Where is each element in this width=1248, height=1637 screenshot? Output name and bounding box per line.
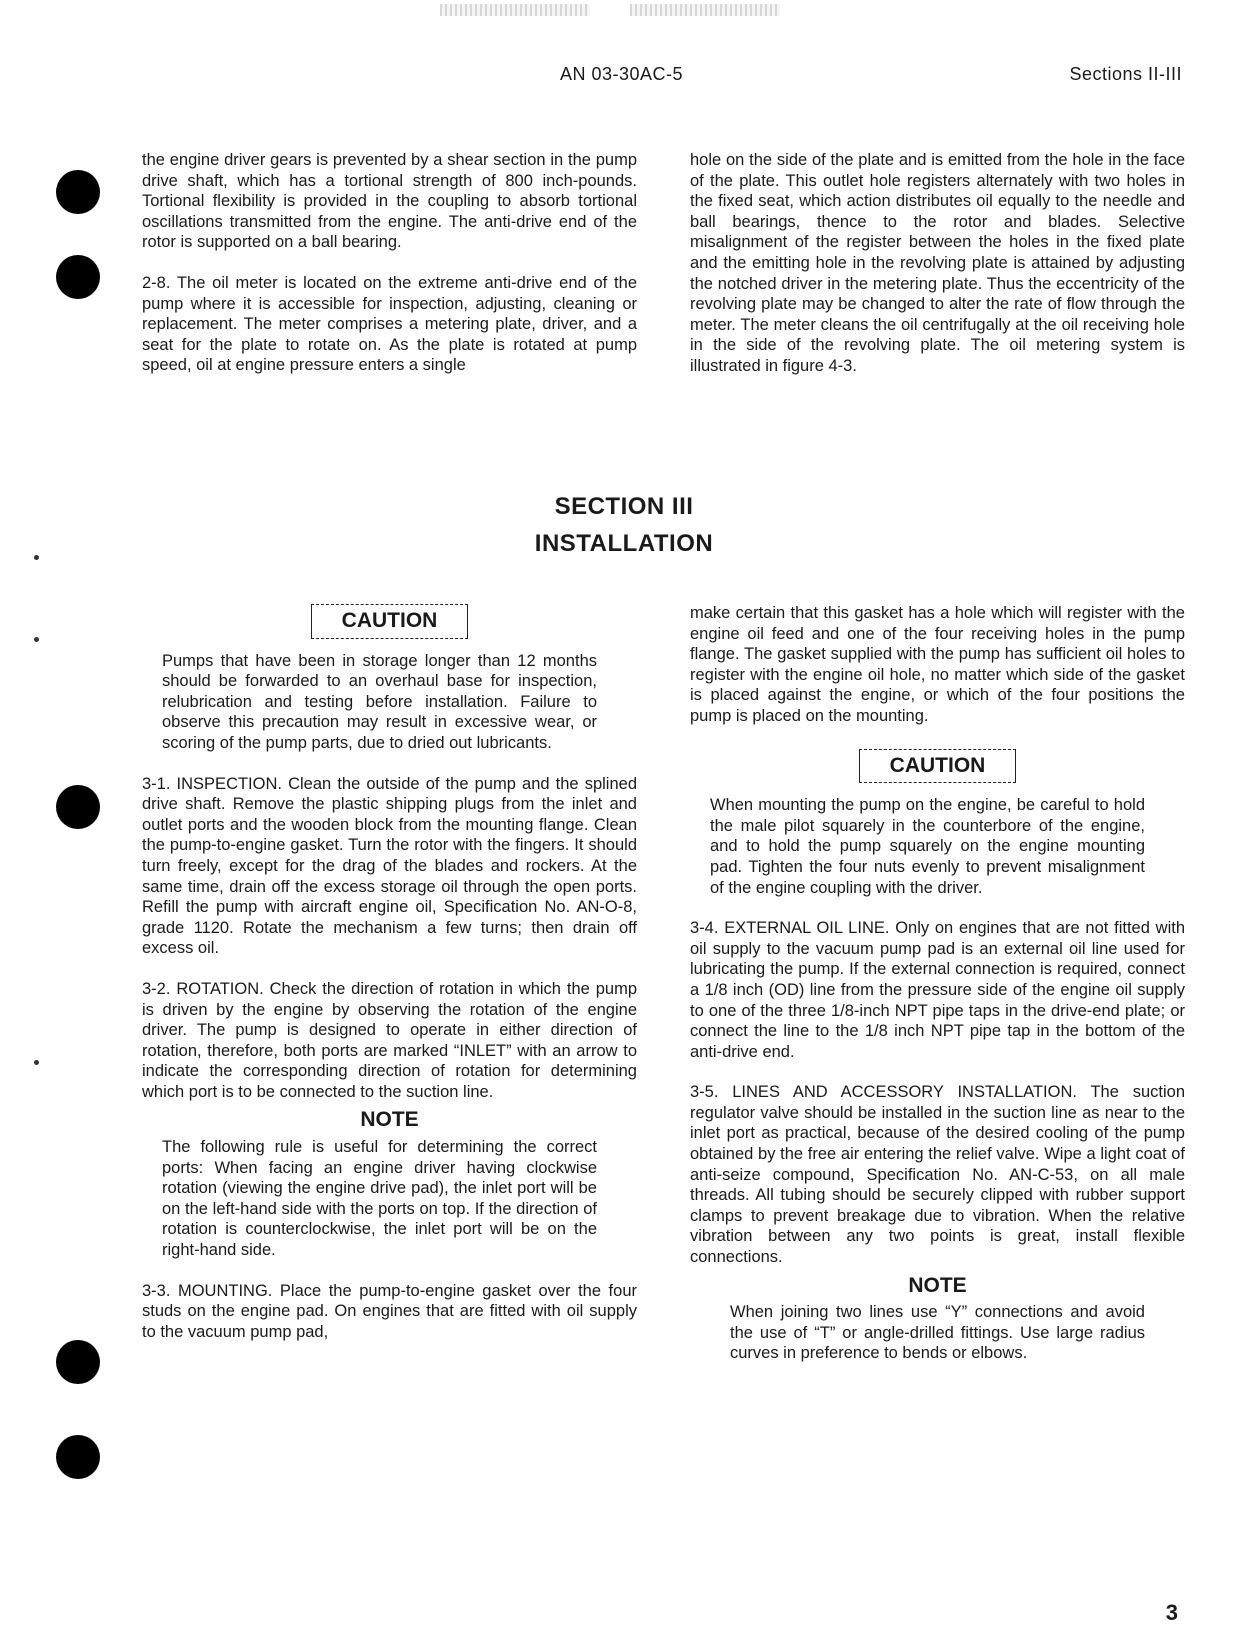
caution-label: CAUTION — [311, 604, 469, 639]
note-label: NOTE — [360, 1108, 419, 1132]
scan-artifact — [440, 4, 590, 16]
note-label: NOTE — [908, 1273, 967, 1297]
scan-speck — [34, 637, 39, 642]
scan-speck — [34, 1060, 39, 1065]
section2-right-column — [690, 150, 1185, 377]
paragraph-3-3: 3-3. MOUNTING. Place the pump-to-engine gasket over the four studs on the engine pad. On engines that are fitted with oil supply to the vacuum pump pad, — [142, 1281, 637, 1341]
paragraph-2-8: 2-8. The oil meter is located on the extreme anti-drive end of the pump where it is accessible for inspection, adjusting, cleaning or replacement. The meter comprises a metering plate, driver, and a seat for the plate to rotate on. As the plate is rotated at pump speed, oil at engine pressure enters a single — [142, 273, 637, 375]
note-text: The following rule is useful for determining the correct ports: When facing an engine driver having clockwise rotation (viewing the engine drive pad), the inlet port will be on the left-hand side with the ports on top. If the direction of rotation is counterclockwise, the inlet port will be on the right-hand side. — [162, 1138, 597, 1260]
page-number: 3 — [1165, 1600, 1178, 1625]
paragraph-continuation: the engine driver gears is prevented by a shear section in the pump drive shaft, which has a tortional strength of 800 inch-pounds. Tortional flexibility is provided in the coupling to absorb tortional oscillations transmitted from the engine. The anti-drive end of the rotor is supported on a ball bearing. — [142, 151, 637, 252]
paragraph-2-8-continuation: hole on the side of the plate and is emitted from the hole in the face of the plate. This outlet hole registers alternately with two holes in the fixed seat, which action distributes oil equally to the needle and ball bearings, thence to the rotor and blades. Selective misalignment of the register between the holes in the fixed plate and the emitting hole in the revolving plate is attained by adjusting the notched driver in the metering plate. Thus the eccentricity of the revolving plate may be changed to alter the rate of flow through the meter. The meter cleans the oil centrifugally at the oil receiving hole in the side of the revolving plate. The oil metering system is illustrated in figure 4-3. — [690, 151, 1185, 375]
binder-hole — [56, 785, 100, 829]
binder-hole — [56, 255, 100, 299]
caution-text: When mounting the pump on the engine, be careful to hold the male pilot squarely in the counterbore of the engine, and to hold the pump squarely on the engine mounting pad. Tighten the four nuts evenly to prevent misalignment of the engine coupling with the driver. — [710, 796, 1145, 897]
section-range: Sections II-III — [1069, 64, 1182, 84]
caution-box — [690, 749, 1185, 784]
binder-hole — [56, 1340, 100, 1384]
paragraph-3-5: 3-5. LINES AND ACCESSORY INSTALLATION. The suction regulator valve should be installed in the suction line as near to the inlet port as practical, because of the desired cooling of the pump obtained by the free air entering the relief valve. Wipe a light coat of anti-seize compound, Specification No. AN-C-53, on all male threads. All tubing should be securely clipped with rubber support clamps to prevent breakage due to vibration. When the relative vibration between any two points is great, install flexible connections. — [690, 1083, 1185, 1267]
section2-left-column — [142, 150, 637, 376]
section-subtitle: INSTALLATION — [534, 530, 714, 557]
caution-text: Pumps that have been in storage longer than 12 months should be forwarded to an overhaul base for inspection, relubrication and testing before installation. Failure to observe this precaution may result in excessive wear, or scoring of the pump parts, due to dried out lubricants. — [162, 651, 597, 752]
binder-hole — [56, 170, 100, 214]
section-title: SECTION III — [554, 493, 694, 520]
caution-label: CAUTION — [859, 749, 1017, 784]
paragraph-3-1: 3-1. INSPECTION. Clean the outside of the pump and the splined drive shaft. Remove the plastic shipping plugs from the inlet and outlet ports and the wooden block from the mounting flange. Clean the pump-to-engine gasket. Turn the rotor with the fingers. It should turn freely, except for the drag of the blades and rockers. At the same time, drain off the excess storage oil through the open ports. Refill the pump with aircraft engine oil, Specification No. AN-O-8, grade 1120. Rotate the mechanism a few turns; then drain off excess oil. — [142, 774, 637, 958]
section3-left-column — [142, 604, 637, 1342]
paragraph-3-3-continuation: make certain that this gasket has a hole which will register with the engine oil feed and one of the four receiving holes in the pump flange. The gasket supplied with the pump has sufficient oil holes to register with the engine oil hole, no matter which side of the gasket is placed against the engine, or which of the four positions the pump is placed on the mounting. — [690, 604, 1185, 725]
caution-box — [142, 604, 637, 639]
binder-hole — [56, 1435, 100, 1479]
document-id: AN 03-30AC-5 — [560, 64, 684, 84]
scan-artifact — [630, 4, 780, 16]
section3-right-column — [690, 603, 1185, 1364]
paragraph-3-4: 3-4. EXTERNAL OIL LINE. Only on engines that are not fitted with oil supply to the vacuum pump pad is an external oil line used for lubricating the pump. If the external connection is required, connect a 1/8 inch (OD) line from the pressure side of the engine oil supply to one of the three 1/8-inch NPT pipe taps in the drive-end plate; or connect the line to the 1/8 inch NPT pipe tap in the bottom of the anti-drive end. — [690, 919, 1185, 1061]
paragraph-3-2: 3-2. ROTATION. Check the direction of rotation in which the pump is driven by the engine by observing the rotation of the engine driver. The pump is designed to operate in either direction of rotation, therefore, both ports are marked “INLET” with an arrow to indicate the corresponding direction of rotation for determining which port is to be connected to the suction line. — [142, 979, 637, 1101]
note-text: When joining two lines use “Y” connections and avoid the use of “T” or angle-drilled fittings. Use large radius curves in preference to bends or elbows. — [730, 1303, 1145, 1363]
